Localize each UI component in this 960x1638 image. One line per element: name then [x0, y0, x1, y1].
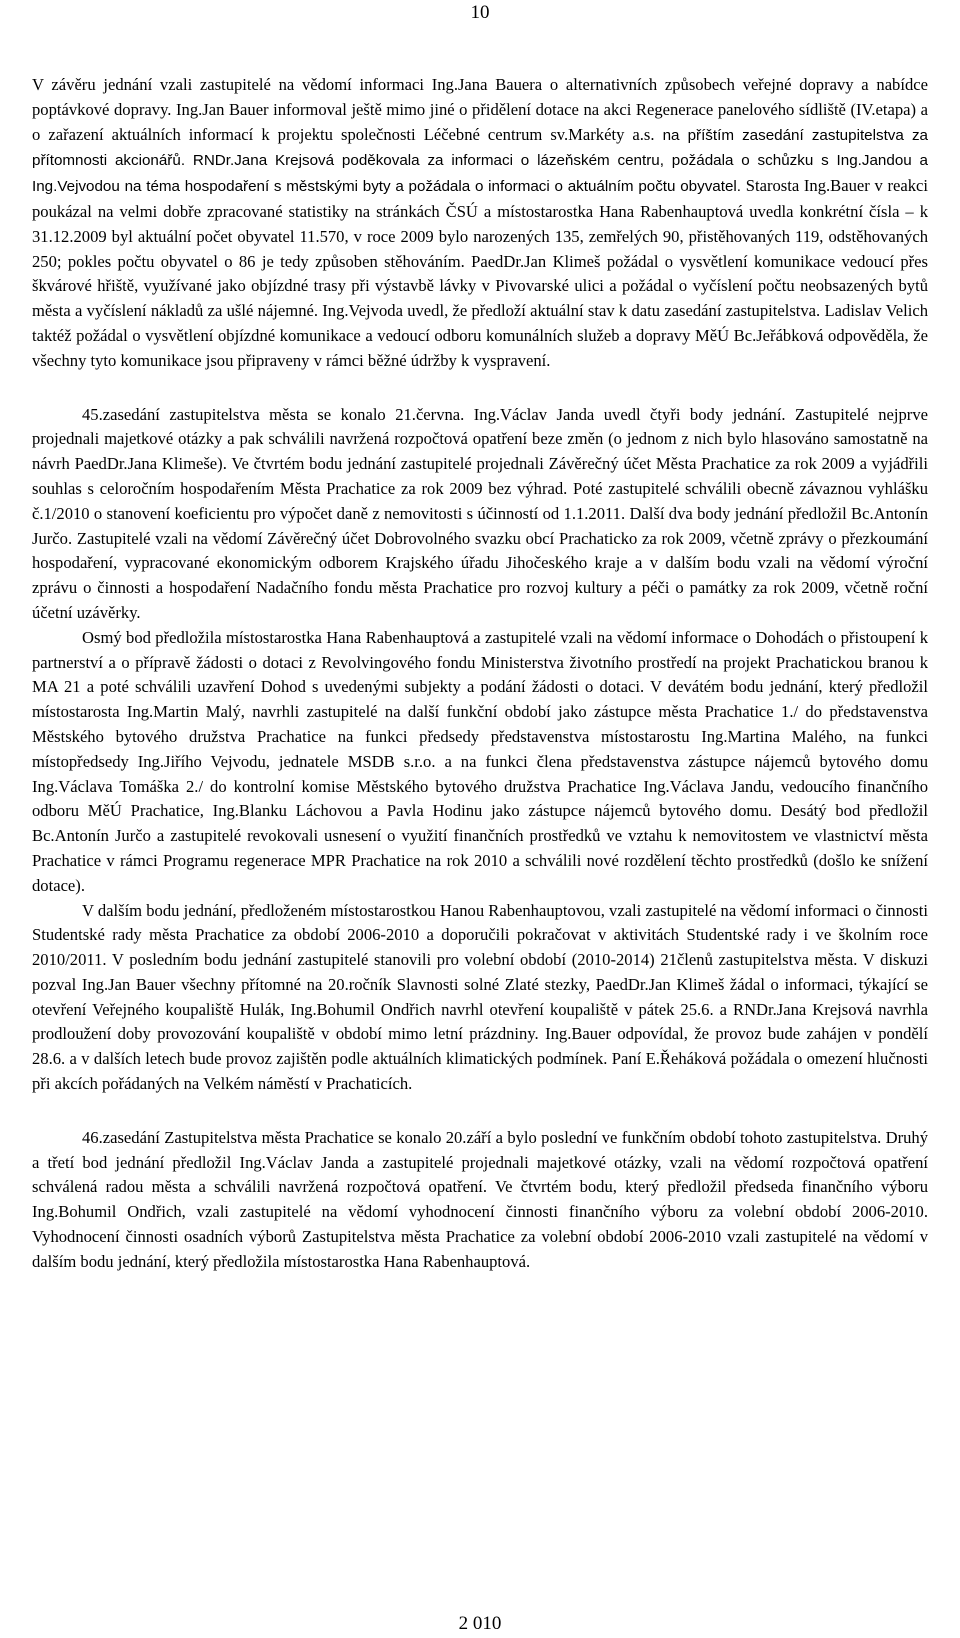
paragraph-session-46 [32, 1126, 928, 1275]
text-run: Starosta Ing.Bauer v reakci poukázal na velmi dobře zpracované statistiky na stránkách ČSÚ a místostarostka Hana Rabenhauptová uvedla konkrétní čísla – k 31.12.2009 byl aktuální počet obyvatel 11.570, v roce 2009 bylo narozených 135, zemřelých 90, přistěhovaných 119, odstěhovaných 250; pokles počtu obyvatel o 86 je tedy způsoben stěhováním. PaedDr.Jan Klimeš požádal o vysvětlení komunikace vedoucí přes škvárové hřiště, využívané jako objízdné trasy při výstavbě lávky v Pivovarské ulici a požádal o vyčíslení počtu neobsazených bytů města a vyčíslení nákladů za ušlé nájemné. Ing.Vejvoda uvedl, že předloží aktuální stav k datu zasedání zastupitelstva. Ladislav Velich taktéž požádal o vysvětlení objízdné komunikace a vedoucí odboru komunálních služeb a dopravy MěÚ Bc.Jeřábková odpověděla, že všechny tyto komunikace jsou připraveny v rámci běžné údržby k vyspravení. [32, 176, 928, 370]
text-run: V závěru jednání vzali zastupitelé na vědomí informaci Ing.Jana Bauera o alternativních způsobech veřejné dopravy a nabídce poptávkové dopravy. Ing.Jan Bauer informoval ještě mimo jiné o přidělení dotace na akci Regenerace panelového sídliště (IV.etapa) a o zařazení aktuálních informací k projektu společnosti Léčebné centrum sv.Markéty a.s. [32, 75, 928, 144]
document-body [32, 73, 928, 1275]
text-run-sans: na příštím zasedání zastupitelstva za přítomnosti akcionářů. RNDr.Jana Krejsová poděkovala za informaci o lázeňském centru, požádala o schůzku s Ing.Jandou a Ing.Vejvodou na téma hospodaření s městskými byty a požádala o informaci o aktuálním počtu obyvatel. [32, 126, 928, 196]
paragraph-gap [32, 1097, 928, 1126]
paragraph-gap [32, 374, 928, 403]
page-number: 10 [470, 2, 490, 23]
text-run: 46.zasedání Zastupitelstva města Prachatice se konalo 20.září a bylo poslední ve funkčním období tohoto zastupitelstva. Druhý a třetí bod jednání předložil Ing.Václav Janda a zastupitelé projednali majetkové otázky, vzali na vědomí rozpočtová opatření schválená radou města a schválili navržená rozpočtová opatření. Ve čtvrtém bodu, který předložil předseda finančního výboru Ing.Bohumil Ondřich, vzali zastupitelé na vědomí vyhodnocení činnosti finančního výboru za volební období 2006-2010. Vyhodnocení činnosti osadních výborů Zastupitelstva města Prachatice za volební období 2006-2010 vzali zastupitelé na vědomí v dalším bodu jednání, který předložila místostarostka Hana Rabenhauptová. [32, 1127, 928, 1271]
paragraph-eighth-point [32, 626, 928, 899]
page-footer: 2 010 [458, 1613, 502, 1634]
paragraph-further-point [32, 899, 928, 1097]
paragraph-session-45 [32, 403, 928, 626]
text-run: V dalším bodu jednání, předloženém místostarostkou Hanou Rabenhauptovou, vzali zastupitelé na vědomí informaci o činnosti Studentské rady města Prachatice za období 2006-2010 a doporučili pokračovat v aktivitách Studentské rady i ve školním roce 2010/2011. V posledním bodu jednání zastupitelé stanovili pro volební období (2010-2014) 21členů zastupitelstva města. V diskuzi pozval Ing.Jan Bauer všechny přítomné na 20.ročník Slavnosti solné Zlaté stezky, PaedDr.Jan Klimeš žádal o informaci, týkající se otevření Veřejného koupaliště Hulák, Ing.Bohumil Ondřich navrhl otevření koupaliště v pátek 25.6. a RNDr.Jana Krejsová navrhla prodloužení doby provozování koupaliště v období mimo letní prázdniny. Ing.Bauer odpovídal, že provoz bude zahájen v pondělí 28.6. a v dalších letech bude provoz zajištěn podle aktuálních klimatických podmínek. Paní E.Řeháková požádala o omezení hlučnosti při akcích pořádaných na Velkém náměstí v Prachaticích. [32, 900, 928, 1094]
paragraph-summary [32, 73, 928, 374]
text-run: 45.zasedání zastupitelstva města se konalo 21.června. Ing.Václav Janda uvedl čtyři body jednání. Zastupitelé nejprve projednali majetkové otázky a pak schválili navržená rozpočtová opatření beze změn (o jednom z nich bylo hlasováno samostatně na návrh PaedDr.Jana Klimeše). Ve čtvrtém bodu jednání zastupitelé projednali Závěrečný účet Města Prachatice za rok 2009 a vyjádřili souhlas s celoročním hospodařením Města Prachatice za rok 2009 bez výhrad. Poté zastupitelé schválili obecně závaznou vyhlášku č.1/2010 o stanovení koeficientu pro výpočet daně z nemovitosti s účinností od 1.1.2011. Další dva body jednání předložil Bc.Antonín Jurčo. Zastupitelé vzali na vědomí Závěrečný účet Dobrovolného svazku obcí Prachaticko za rok 2009, včetně zprávy o přezkoumání hospodaření, vypracované ekonomickým odborem Krajského úřadu Jihočeského kraje a v dalším bodu vzali na vědomí výroční zprávu o činnosti a hospodaření Nadačního fondu města Prachatice pro rozvoj kultury a péči o památky za rok 2009, včetně roční účetní uzávěrky. [32, 404, 928, 622]
text-run: Osmý bod předložila místostarostka Hana Rabenhauptová a zastupitelé vzali na vědomí informace o Dohodách o přistoupení k partnerství a o přípravě žádosti o dotaci z Revolvingového fondu Ministerstva životního prostředí na projekt Prachatickou branou k MA 21 a poté schválili uzavření Dohod s uvedenými subjekty a podání žádosti o dotaci. V devátém bodu jednání, který předložil místostarosta Ing.Martin Malý, navrhli zastupitelé na další funkční období jako zástupce města Prachatice 1./ do představenstva Městského bytového družstva Prachatice na funkci předsedy představenstva místostarostu Ing.Martina Malého, na funkci místopředsedy Ing.Jiřího Vejvodu, jednatele MSDB s.r.o. a na funkci člena představenstva zástupce nájemců bytového domu Ing.Václava Tomáška 2./ do kontrolní komise Městského bytového družstva Prachatice Ing.Václava Jandu, vedoucího finančního odboru MěÚ Prachatice, Ing.Blanku Láchovou a Pavla Hodinu jako zástupce nájemců bytového domu. Desátý bod předložil Bc.Antonín Jurčo a zastupitelé revokovali usnesení o využití finančních prostředků ve vztahu k nemovitostem ve vlastnictví města Prachatice v rámci Programu regenerace MPR Prachatice na rok 2010 a schválili nové rozdělení těchto prostředků (došlo ke snížení dotace). [32, 627, 928, 895]
